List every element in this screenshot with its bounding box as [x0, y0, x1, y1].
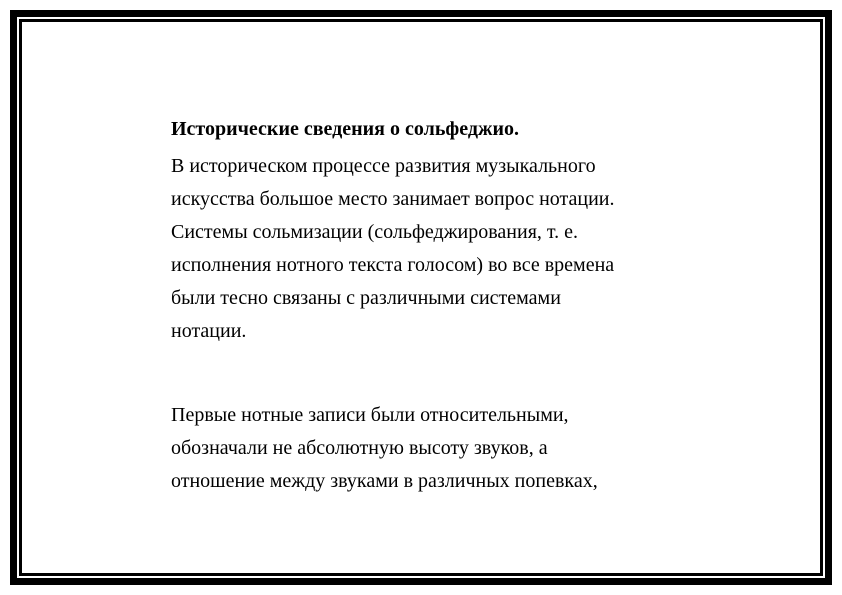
paragraph-line: нотации. — [171, 320, 247, 342]
paragraph-line: обозначали не абсолютную высоту звуков, а — [171, 437, 548, 459]
paragraph-1 — [171, 150, 731, 348]
paragraph-line: Системы сольмизации (сольфеджирования, т. е. — [171, 221, 579, 243]
slide-content — [171, 112, 731, 498]
paragraph-line: Первые нотные записи были относительными, — [171, 404, 569, 426]
paragraph-spacer — [171, 348, 731, 399]
paragraph-line: отношение между звуками в различных попевках, — [171, 470, 598, 492]
paragraph-line: искусства большое место занимает вопрос нотации. — [171, 188, 615, 210]
document-title: Исторические сведения о сольфеджио. — [171, 118, 519, 140]
paragraph-line: были тесно связаны с различными системами — [171, 287, 561, 309]
paragraph-2 — [171, 399, 731, 498]
paragraph-line: исполнения нотного текста голосом) во все времена — [171, 254, 615, 276]
paragraph-line: В историческом процессе развития музыкального — [171, 155, 596, 177]
